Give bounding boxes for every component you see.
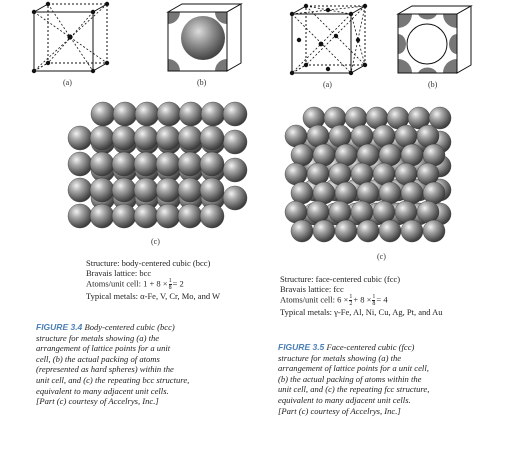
- atom-sphere: [401, 182, 423, 204]
- atom-sphere: [113, 102, 137, 126]
- atom-sphere: [134, 204, 158, 228]
- atom-sphere: [68, 178, 92, 202]
- atom-sphere: [112, 126, 136, 150]
- atom-sphere: [329, 163, 351, 185]
- fcc-typical-metals: Typical metals: γ-Fe, Al, Ni, Cu, Ag, Pt, and Au: [280, 307, 443, 317]
- bcc-info: [86, 258, 286, 301]
- atom-sphere: [285, 125, 307, 147]
- atom-sphere: [307, 163, 329, 185]
- fcc-label-c: (c): [377, 252, 386, 261]
- atom-sphere: [156, 178, 180, 202]
- atom-sphere: [335, 144, 357, 166]
- atom-sphere: [135, 102, 159, 126]
- atom-sphere: [373, 201, 395, 223]
- atom-sphere: [335, 182, 357, 204]
- figure-3-4-number: FIGURE 3.4: [36, 322, 83, 332]
- atom-sphere: [156, 126, 180, 150]
- atom-sphere: [423, 182, 445, 204]
- atom-sphere: [200, 204, 224, 228]
- atom-sphere: [313, 220, 335, 242]
- atom-sphere: [200, 152, 224, 176]
- atom-sphere: [201, 102, 225, 126]
- atom-sphere: [200, 178, 224, 202]
- figure-3-5-number: FIGURE 3.5: [278, 342, 325, 352]
- atom-sphere: [68, 126, 92, 150]
- fcc-info: [280, 274, 512, 317]
- atom-sphere: [179, 102, 203, 126]
- fcc-packing-cube: [398, 6, 471, 73]
- atom-sphere: [417, 125, 439, 147]
- atom-sphere: [156, 152, 180, 176]
- atom-sphere: [223, 158, 247, 182]
- atom-sphere: [395, 125, 417, 147]
- atom-sphere: [134, 178, 158, 202]
- fcc-label-b: (b): [428, 80, 438, 89]
- atom-sphere: [68, 204, 92, 228]
- atom-sphere: [178, 204, 202, 228]
- figure-3-5-caption: FIGURE 3.5 Face-centered cubic (fcc) structure for metals showing (a) the arrangement of lattice points for a unit cell, (b) the actual packing of atoms within the unit cell, and (c) the repeating fcc structure, equivalent to many adjacent unit cells. [Part (c) courtesy of Accelrys, Inc.]: [278, 342, 430, 416]
- atom-sphere: [112, 204, 136, 228]
- atom-sphere: [112, 178, 136, 202]
- atom-sphere: [401, 220, 423, 242]
- fcc-lattice-cube: [290, 4, 367, 75]
- atom-sphere: [90, 178, 114, 202]
- atom-sphere: [395, 163, 417, 185]
- atom-sphere: [178, 126, 202, 150]
- atom-sphere: [178, 152, 202, 176]
- fcc-bravais: Bravais lattice: fcc: [280, 284, 344, 294]
- atom-sphere: [91, 102, 115, 126]
- atom-sphere: [351, 125, 373, 147]
- atom-sphere: [351, 201, 373, 223]
- atom-sphere: [307, 201, 329, 223]
- bcc-structure: Structure: body-centered cubic (bcc): [86, 258, 211, 268]
- fcc-packing-block: [285, 107, 451, 242]
- bcc-label-a: (a): [63, 78, 72, 87]
- bcc-typical-metals: Typical metals: α-Fe, V, Cr, Mo, and W: [86, 291, 221, 301]
- atom-sphere: [417, 163, 439, 185]
- atom-sphere: [401, 144, 423, 166]
- atom-sphere: [417, 201, 439, 223]
- atom-sphere: [351, 163, 373, 185]
- bcc-packing-cube: [168, 4, 241, 71]
- atom-sphere: [90, 152, 114, 176]
- atom-sphere: [223, 130, 247, 154]
- atom-sphere: [178, 178, 202, 202]
- atom-sphere: [395, 201, 417, 223]
- atom-sphere: [313, 144, 335, 166]
- atom-sphere: [90, 126, 114, 150]
- bcc-lattice-cube: [32, 2, 109, 73]
- atom-sphere: [285, 201, 307, 223]
- atom-sphere: [157, 102, 181, 126]
- atom-sphere: [379, 220, 401, 242]
- atom-sphere: [423, 220, 445, 242]
- fcc-label-a: (a): [323, 80, 332, 89]
- atom-sphere: [379, 144, 401, 166]
- atom-sphere: [379, 182, 401, 204]
- atom-sphere: [291, 144, 313, 166]
- atom-sphere: [329, 125, 351, 147]
- atom-sphere: [285, 163, 307, 185]
- atom-sphere: [357, 144, 379, 166]
- bcc-packing-block: [68, 102, 247, 228]
- atom-sphere: [200, 126, 224, 150]
- bcc-label-b: (b): [197, 78, 207, 87]
- atom-sphere: [329, 201, 351, 223]
- atom-sphere: [68, 152, 92, 176]
- atom-sphere: [335, 220, 357, 242]
- atom-sphere: [313, 182, 335, 204]
- atom-sphere: [291, 220, 313, 242]
- atom-sphere: [357, 220, 379, 242]
- atom-sphere: [373, 163, 395, 185]
- bcc-label-c: (c): [151, 237, 160, 246]
- atom-sphere: [223, 186, 247, 210]
- atom-sphere: [112, 152, 136, 176]
- figure-3-4-caption: FIGURE 3.4 Body-centered cubic (bcc) structure for metals showing (a) the arrangement of lattice points for a unit cell, (b) the actual packing of atoms (represented as hard spheres) within the unit cell, and (c) the repeating bcc structure, equivalent to many adjacent unit cells. [Part (c) courtesy of Accelrys, Inc.]: [36, 322, 190, 407]
- atom-sphere: [134, 152, 158, 176]
- fcc-structure: Structure: face-centered cubic (fcc): [280, 274, 401, 284]
- atom-sphere: [156, 204, 180, 228]
- atom-sphere: [373, 125, 395, 147]
- bcc-bravais: Bravais lattice: bcc: [86, 268, 152, 278]
- fcc-atoms-per-cell: Atoms/unit cell: 6 × $\frac{1}{2}$ + 8 × $\frac{1}{8}$ = 4: [280, 294, 388, 307]
- atom-sphere: [134, 126, 158, 150]
- atom-sphere: [90, 204, 114, 228]
- atom-sphere: [423, 144, 445, 166]
- bcc-atoms-per-cell: Atoms/unit cell: 1 + 8 × $\frac{1}{8}$ = 2: [86, 278, 184, 291]
- atom-sphere: [223, 102, 247, 126]
- atom-sphere: [291, 182, 313, 204]
- atom-sphere: [307, 125, 329, 147]
- atom-sphere: [357, 182, 379, 204]
